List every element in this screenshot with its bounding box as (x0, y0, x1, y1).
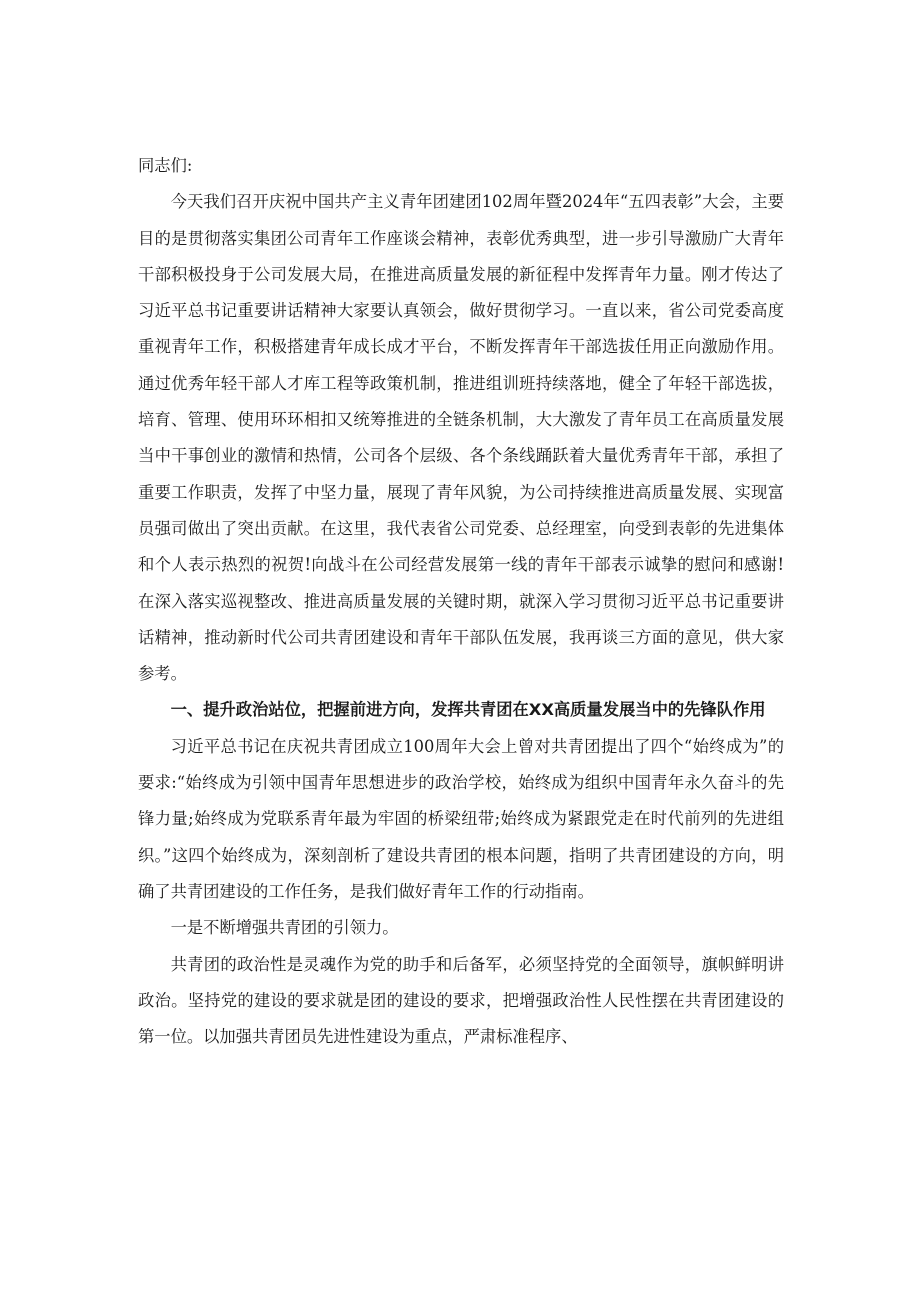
document-body (138, 148, 784, 1055)
opening-paragraph: 今天我们召开庆祝中国共产主义青年团建团102周年暨2024年“五四表彰”大会，主要目的是贯彻落实集团公司青年工作座谈会精神，表彰优秀典型，进一步引导激励广大青年干部积极投身于公司发展大局，在推进高质量发展的新征程中发挥青年力量。刚才传达了习近平总书记重要讲话精神大家要认真领会，做好贯彻学习。一直以来，省公司党委高度重视青年工作，积极搭建青年成长成才平台，不断发挥青年干部选拔任用正向激励作用。通过优秀年轻干部人才库工程等政策机制，推进组训班持续落地，健全了年轻干部选拔，培育、管理、使用环环相扣又统筹推进的全链条机制，大大激发了青年员工在高质量发展当中干事创业的激情和热情，公司各个层级、各个条线踊跃着大量优秀青年干部，承担了重要工作职责，发挥了中坚力量，展现了青年风貌，为公司持续推进高质量发展、实现富员强司做出了突出贡献。在这里，我代表省公司党委、总经理室，向受到表彰的先进集体和个人表示热烈的祝贺!向战斗在公司经营发展第一线的青年干部表示诚挚的慰问和感谢!在深入落实巡视整改、推进高质量发展的关键时期，就深入学习贯彻习近平总书记重要讲话精神，推动新时代公司共青团建设和青年干部队伍发展，我再谈三方面的意见，供大家参考。 (138, 192, 784, 684)
section-heading: 一、提升政治站位，把握前进方向，发挥共青团在XX高质量发展当中的先锋队作用 (170, 700, 766, 720)
body-paragraph: 习近平总书记在庆祝共青团成立100周年大会上曾对共青团提出了四个“始终成为”的要求:“始终成为引领中国青年思想进步的政治学校，始终成为组织中国青年永久奋斗的先锋力量;始终成为党联系青年最为牢固的桥梁纽带;始终成为紧跟党走在时代前列的先进组织。”这四个始终成为，深刻剖析了建设共青团的根本问题，指明了共青团建设的方向，明确了共青团建设的工作任务，是我们做好青年工作的行动指南。 (138, 736, 784, 901)
sub-point-title: 一是不断增强共青团的引领力。 (170, 918, 399, 938)
salutation: 同志们: (138, 156, 193, 175)
body-paragraph: 共青团的政治性是灵魂作为党的助手和后备军，必须坚持党的全面领导，旗帜鲜明讲政治。坚持党的建设的要求就是团的建设的要求，把增强政治性人民性摆在共青团建设的第一位。以加强共青团员先进性建设为重点，严肃标准程序、 (138, 954, 784, 1047)
